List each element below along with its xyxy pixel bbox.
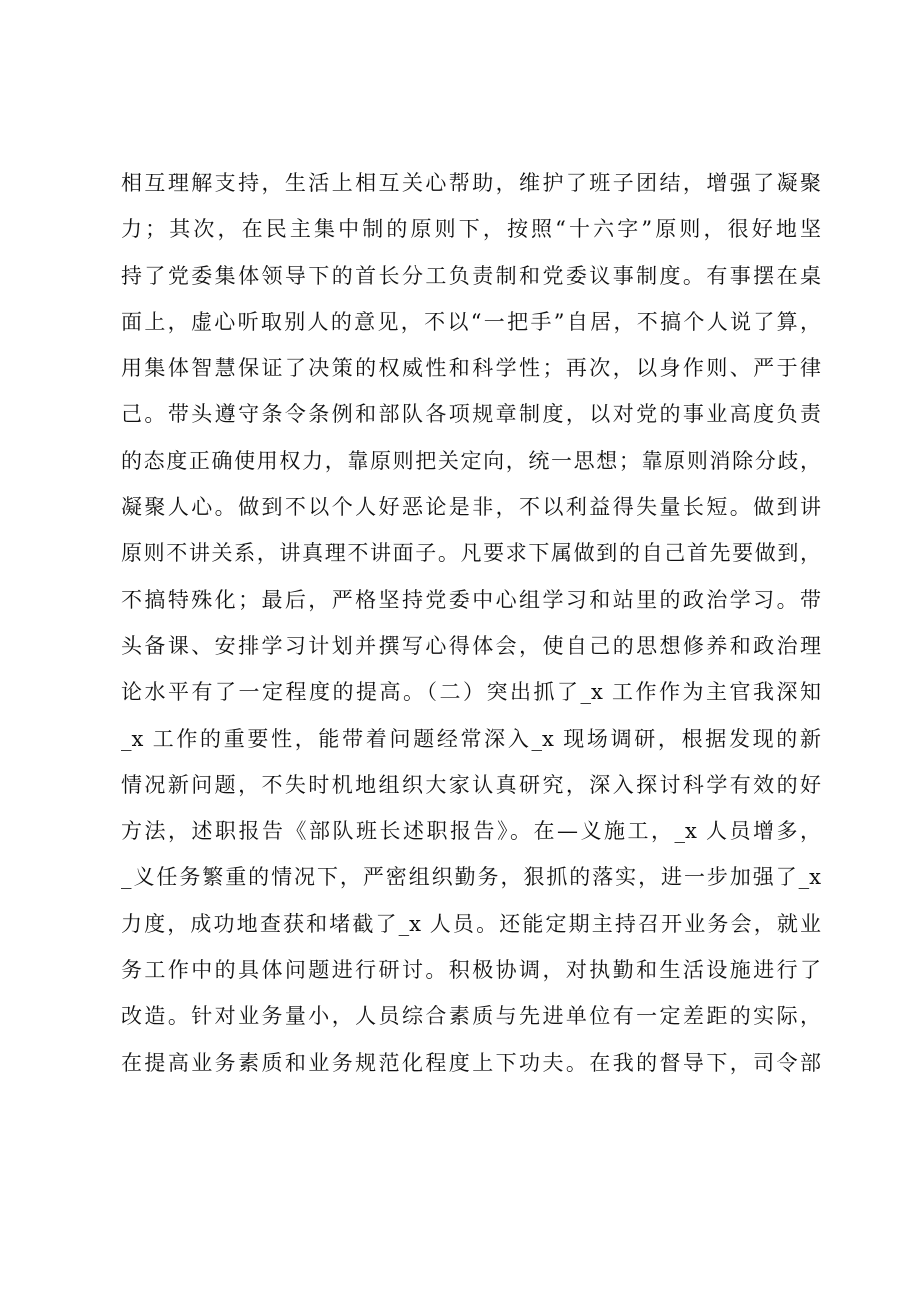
text-line: 用集体智慧保证了决策的权威性和科学性；再次，以身作则、严于律	[121, 356, 821, 381]
text-line: 改造。针对业务量小，人员综合素质与先进单位有一定差距的实际，	[121, 1004, 821, 1029]
text-line: 方法，述职报告《部队班长述职报告》。在—义施工，_x 人员增多，	[121, 819, 821, 844]
text-line: 情况新问题，不失时机地组织大家认真研究，深入探讨科学有效的好	[121, 772, 821, 797]
text-line: 己。带头遵守条令条例和部队各项规章制度，以对党的事业高度负责	[121, 402, 821, 427]
text-line: 持了党委集体领导下的首长分工负责制和党委议事制度。有事摆在桌	[121, 263, 821, 288]
text-line: 在提高业务素质和业务规范化程度上下功夫。在我的督导下，司令部	[121, 1050, 821, 1075]
text-line: 的态度正确使用权力，靠原则把关定向，统一思想；靠原则消除分歧，	[121, 448, 821, 473]
text-line: _x 工作的重要性，能带着问题经常深入_x 现场调研，根据发现的新	[121, 726, 821, 751]
text-line: 相互理解支持，生活上相互关心帮助，维护了班子团结，增强了凝聚	[121, 171, 821, 195]
text-line: 头备课、安排学习计划并撰写心得体会，使自己的思想修养和政治理	[121, 633, 821, 658]
text-line: 力度，成功地查获和堵截了_x 人员。还能定期主持召开业务会，就业	[121, 911, 821, 936]
text-line: 力；其次，在民主集中制的原则下，按照“十六字”原则，很好地坚	[121, 217, 821, 242]
text-line: 面上，虚心听取别人的意见，不以“一把手”自居，不搞个人说了算，	[121, 309, 821, 334]
text-line: 原则不讲关系，讲真理不讲面子。凡要求下属做到的自己首先要做到，	[121, 541, 821, 566]
text-line: 务工作中的具体问题进行研讨。积极协调，对执勤和生活设施进行了	[121, 958, 821, 983]
document-body	[121, 160, 821, 1086]
text-line: 凝聚人心。做到不以个人好恶论是非，不以利益得失量长短。做到讲	[121, 495, 821, 520]
text-line: 论水平有了一定程度的提高。（二）突出抓了_x 工作作为主官我深知	[121, 680, 821, 705]
text-line: 不搞特殊化；最后，严格坚持党委中心组学习和站里的政治学习。带	[121, 587, 821, 612]
text-line: _义任务繁重的情况下，严密组织勤务，狠抓的落实，进一步加强了_x	[121, 865, 821, 890]
